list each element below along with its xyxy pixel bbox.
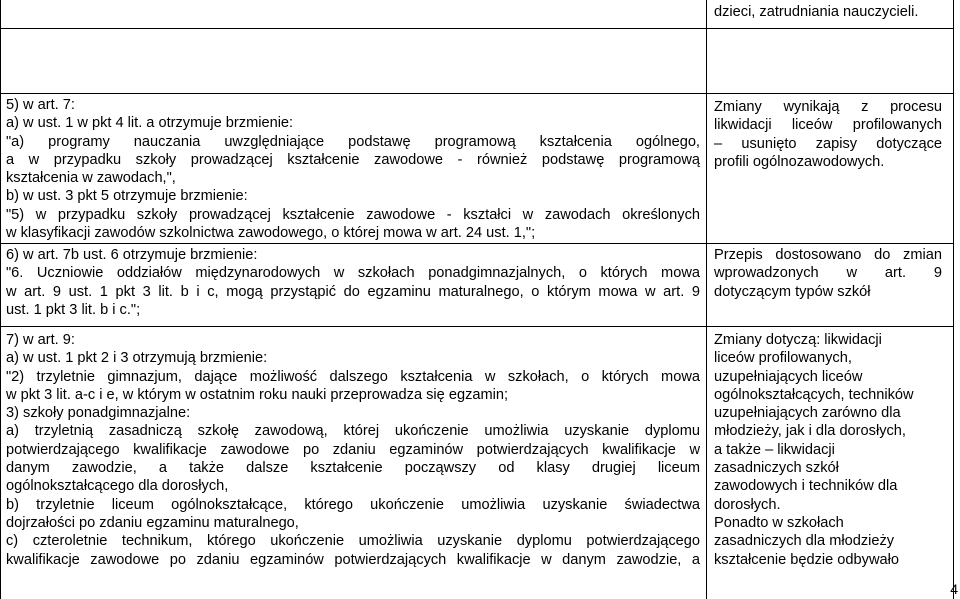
- text-line: zasadniczych dla młodzieży: [714, 533, 895, 550]
- text-line: 6) w art. 7b ust. 6 otrzymuje brzmienie:: [6, 247, 258, 263]
- text-line: w pkt 3 lit. a-c i e, w którym w ostatnim roku nauki przeprowadza się egzamin;: [6, 386, 509, 403]
- row-1-left-cell: [6, 96, 700, 242]
- text-line: "a) programy nauczania uwzględniające podstawę programową kształcenia ogólnego,: [6, 133, 700, 150]
- text-line: a także – likwidacji: [714, 441, 835, 458]
- row-2-right-cell: [714, 246, 942, 301]
- text-line: 5) w art. 7:: [6, 97, 75, 113]
- text-line: uzupełniających liceów: [714, 368, 863, 385]
- table-border-left: [0, 0, 1, 599]
- text-line: "2) trzyletnie gimnazjum, dające możliwość dalszego kształcenia w szkołach, o których mowa: [6, 368, 700, 385]
- text-line: dotyczącym typów szkół: [714, 283, 871, 300]
- text-line: w art. 9 ust. 1 pkt 3 lit. b i c, mogą przystąpić do egzaminu maturalnego, o którym mowa w art. 9: [6, 283, 700, 300]
- text-line: danym zawodzie, a także dalsze kształcenie począwszy od klasy drugiej liceum: [6, 460, 700, 477]
- text-line: c) czteroletnie technikum, którego ukończenie umożliwia uzyskanie dyplomu potwierdzającego: [6, 533, 700, 550]
- text-line: – usunięto zapisy dotyczące: [714, 135, 942, 152]
- text-line: ust. 1 pkt 3 lit. b i c.";: [6, 301, 141, 318]
- row-divider: [0, 93, 954, 94]
- row-2-left-cell: [6, 246, 700, 319]
- text-line: profili ogólnozawodowych.: [714, 153, 885, 170]
- row-3-left-cell: [6, 331, 700, 569]
- table-border-right: [953, 0, 954, 599]
- text-line: Zmiany dotyczą: likwidacji: [714, 332, 882, 348]
- text-line: kształcenia w zawodach,",: [6, 170, 176, 187]
- row-divider: [0, 326, 954, 327]
- text-line: potwierdzającego kwalifikacje zawodowe po zdaniu egzaminów potwierdzających kwalifikacje w: [6, 441, 700, 458]
- row-divider: [0, 243, 954, 244]
- text-line: uzupełniających zarówno dla: [714, 405, 901, 422]
- page-number: 4: [950, 581, 958, 597]
- text-line: 7) w art. 9:: [6, 332, 75, 348]
- row-3-right-cell: [714, 331, 942, 569]
- text-line: a) w ust. 1 w pkt 4 lit. a otrzymuje brzmienie:: [6, 115, 294, 132]
- text-line: a) trzyletnią zasadniczą szkołę zawodową, której ukończenie umożliwia uzyskanie dyplomu: [6, 423, 700, 440]
- text-line: Przepis dostosowano do zmian: [714, 247, 942, 263]
- text-line: a) w ust. 1 pkt 2 i 3 otrzymują brzmienie:: [6, 350, 268, 367]
- text-line: "5) w przypadku szkoły prowadzącej kształcenie zawodowe - kształci w zawodach określonych: [6, 206, 700, 223]
- text-line: kształcenie będzie odbywało: [714, 551, 899, 568]
- text-line: zasadniczych szkół: [714, 460, 839, 477]
- text-line: Ponadto w szkołach: [714, 514, 844, 531]
- text-line: ogólnokształcącego dla dorosłych,: [6, 478, 229, 495]
- row-1-right-cell: [714, 98, 942, 171]
- text-line: likwidacji liceów profilowanych: [714, 117, 942, 134]
- text-line: a w przypadku szkoły prowadzącej kształcenie zawodowe - również podstawę programową: [6, 151, 700, 168]
- text-line: ogólnokształcących, techników: [714, 386, 914, 403]
- text-line: liceów profilowanych,: [714, 350, 852, 367]
- top-right-cell: [714, 3, 948, 21]
- text-line: Zmiany wynikają z procesu: [714, 99, 942, 115]
- text-line: "6. Uczniowie oddziałów międzynarodowych w szkołach ponadgimnazjalnych, o których mowa: [6, 265, 700, 282]
- row-divider: [0, 28, 954, 29]
- text-line: 3) szkoły ponadgimnazjalne:: [6, 405, 191, 422]
- text-line: b) w ust. 3 pkt 5 otrzymuje brzmienie:: [6, 188, 248, 205]
- text-line: młodzieży, jak i dla dorosłych,: [714, 423, 906, 440]
- text-line: b) trzyletnie liceum ogólnokształcące, którego ukończenie umożliwia uzyskanie świadectwa: [6, 496, 700, 513]
- table-column-divider: [706, 0, 707, 599]
- text-line: dzieci, zatrudniania nauczycieli.: [714, 4, 919, 20]
- text-line: zawodowych i techników dla: [714, 478, 898, 495]
- text-line: kwalifikacje zawodowe po zdaniu egzaminów potwierdzających kwalifikacje w danym zawodzie, a: [6, 551, 700, 568]
- text-line: dorosłych.: [714, 496, 781, 513]
- text-line: dojrzałości po zdaniu egzaminu maturalnego,: [6, 514, 299, 531]
- text-line: w klasyfikacji zawodów szkolnictwa zawodowego, o której mowa w art. 24 ust. 1,";: [6, 225, 536, 242]
- text-line: wprowadzonych w art. 9: [714, 265, 942, 282]
